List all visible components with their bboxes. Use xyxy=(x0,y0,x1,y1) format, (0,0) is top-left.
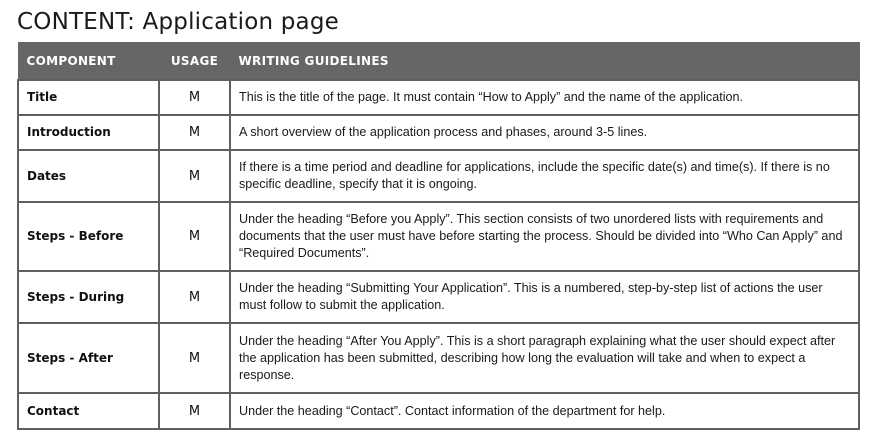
usage-cell: M xyxy=(159,115,230,150)
component-cell: Title xyxy=(18,80,159,115)
component-cell: Steps - Before xyxy=(18,202,159,271)
guidelines-table xyxy=(17,42,860,430)
guideline-cell: If there is a time period and deadline for applications, include the specific date(s) and time(s). If there is no specific deadline, specify that it is ongoing. xyxy=(230,150,859,202)
column-header-component: COMPONENT xyxy=(18,43,159,81)
column-header-usage: USAGE xyxy=(159,43,230,81)
component-cell: Introduction xyxy=(18,115,159,150)
guideline-cell: Under the heading “After You Apply”. This is a short paragraph explaining what the user should expect after the application has been submitted, describing how long the evaluation will take and when to expect a response. xyxy=(230,323,859,393)
usage-cell: M xyxy=(159,323,230,393)
table-header-row xyxy=(18,43,859,81)
component-cell: Contact xyxy=(18,393,159,429)
usage-cell: M xyxy=(159,271,230,323)
column-header-guidelines: WRITING GUIDELINES xyxy=(230,43,859,81)
usage-cell: M xyxy=(159,393,230,429)
usage-cell: M xyxy=(159,150,230,202)
guideline-cell: A short overview of the application process and phases, around 3-5 lines. xyxy=(230,115,859,150)
page-title: CONTENT: Application page xyxy=(17,9,340,35)
table-row xyxy=(18,80,859,115)
usage-cell: M xyxy=(159,80,230,115)
table-row xyxy=(18,323,859,393)
table-row xyxy=(18,202,859,271)
usage-cell: M xyxy=(159,202,230,271)
component-cell: Steps - After xyxy=(18,323,159,393)
table-row xyxy=(18,115,859,150)
guideline-cell: Under the heading “Before you Apply”. This section consists of two unordered lists with requirements and documents that the user must have before starting the process. Should be divided into “Who Can Apply” and “Required Documents”. xyxy=(230,202,859,271)
component-cell: Dates xyxy=(18,150,159,202)
guideline-cell: This is the title of the page. It must contain “How to Apply” and the name of the application. xyxy=(230,80,859,115)
table-row xyxy=(18,150,859,202)
table-row xyxy=(18,393,859,429)
component-cell: Steps - During xyxy=(18,271,159,323)
table-row xyxy=(18,271,859,323)
guideline-cell: Under the heading “Submitting Your Application”. This is a numbered, step-by-step list of actions the user must follow to submit the application. xyxy=(230,271,859,323)
guideline-cell: Under the heading “Contact”. Contact information of the department for help. xyxy=(230,393,859,429)
